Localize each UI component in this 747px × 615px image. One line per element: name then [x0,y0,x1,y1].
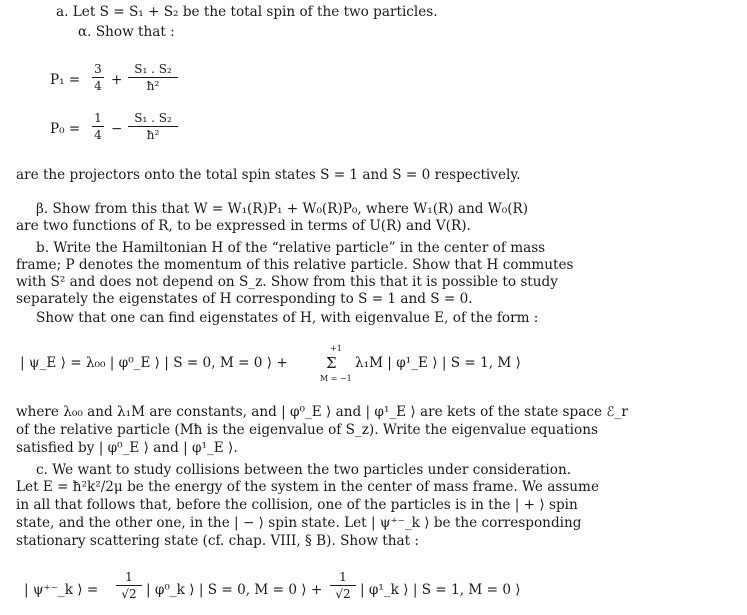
eq2-right: | φ¹_k ⟩ | S = 1, M = 0 ⟩ [360,582,521,598]
part-a-alpha: α. Show that : [78,24,175,40]
p0-minus: − [111,121,123,137]
eq2-fraction-2 [330,570,356,601]
part-c-line1: c. We want to study collisions between the two particles under consideration. [36,462,572,478]
eq1-left: | ψ_E ⟩ = λ₀₀ | φ⁰_E ⟩ | S = 0, M = 0 ⟩ + [20,355,288,371]
p0-frac-num: 1 [94,111,102,125]
p1-plus: + [111,72,123,88]
projectors-sentence: are the projectors onto the total spin states S = 1 and S = 0 respectively. [16,167,521,183]
eq2-fraction-1 [116,570,142,601]
p1-frac-num: 3 [94,62,102,76]
eq1-sum-symbol: Σ [326,354,337,372]
p1-frac2-num: S₁ . S₂ [134,62,172,76]
part-b-line3: with S² and does not depend on S_z. Show from this that it is possible to study [16,274,558,290]
part-b-line4: separately the eigenstates of H corresponding to S = 1 and S = 0. [16,291,473,307]
p1-lhs: P₁ = [50,72,81,88]
part-a-intro: a. Let S = S₁ + S₂ be the total spin of the two particles. [56,4,438,20]
p0-frac-den: 4 [94,128,102,142]
eq2-frac2-den: √2 [335,587,351,601]
part-b-line5: Show that one can find eigenstates of H, with eigenvalue E, of the form : [36,310,539,326]
eq2-lhs: | ψ⁺⁻_k ⟩ = [24,582,99,598]
eq1-sum-top: +1 [330,344,342,353]
part-c-line3: in all that follows that, before the collision, one of the particles is in the | + ⟩ spin [16,497,578,513]
part-b-where-line2: of the relative particle (Mħ is the eigenvalue of S_z). Write the eigenvalue equations [16,422,598,438]
p1-fraction-3-4 [92,62,104,93]
part-c-line4: state, and the other one, in the | − ⟩ spin state. Let | ψ⁺⁻_k ⟩ be the corresponding [16,515,582,531]
part-b-line2: frame; P denotes the momentum of this relative particle. Show that H commutes [16,257,574,273]
eq2-frac1-num: 1 [125,570,133,584]
p0-lhs: P₀ = [50,121,81,137]
eq1-right: λ₁M | φ¹_E ⟩ | S = 1, M ⟩ [355,355,521,371]
part-a-beta: β. Show from this that W = W₁(R)P₁ + W₀(R)P₀, where W₁(R) and W₀(R) [36,201,529,217]
part-b-line1: b. Write the Hamiltonian H of the “relative particle” in the center of mass [36,240,546,256]
part-b-where-line3: satisfied by | φ⁰_E ⟩ and | φ¹_E ⟩. [16,440,238,456]
eq2-mid: | φ⁰_k ⟩ | S = 0, M = 0 ⟩ + [146,582,323,598]
p0-frac2-den: ħ² [146,128,160,142]
eq1-sum-bottom: M = −1 [320,374,352,383]
part-b-where-line1: where λ₀₀ and λ₁M are constants, and | φ⁰_E ⟩ and | φ¹_E ⟩ are kets of the state space ℰ_r [16,404,628,420]
part-a-beta-cont: are two functions of R, to be expressed in terms of U(R) and V(R). [16,218,471,234]
part-c-line5: stationary scattering state (cf. chap. VIII, § B). Show that : [16,533,419,549]
eq2-frac2-num: 1 [339,570,347,584]
p1-frac-den: 4 [94,79,102,93]
p1-fraction-s1s2 [128,62,178,93]
p0-frac2-num: S₁ . S₂ [134,111,172,125]
p1-frac2-den: ħ² [146,79,160,93]
part-c-line2: Let E = ħ²k²/2μ be the energy of the system in the center of mass frame. We assume [16,479,599,495]
p0-fraction-s1s2 [128,111,178,142]
p0-fraction-1-4 [92,111,104,142]
eq2-frac1-den: √2 [121,587,137,601]
